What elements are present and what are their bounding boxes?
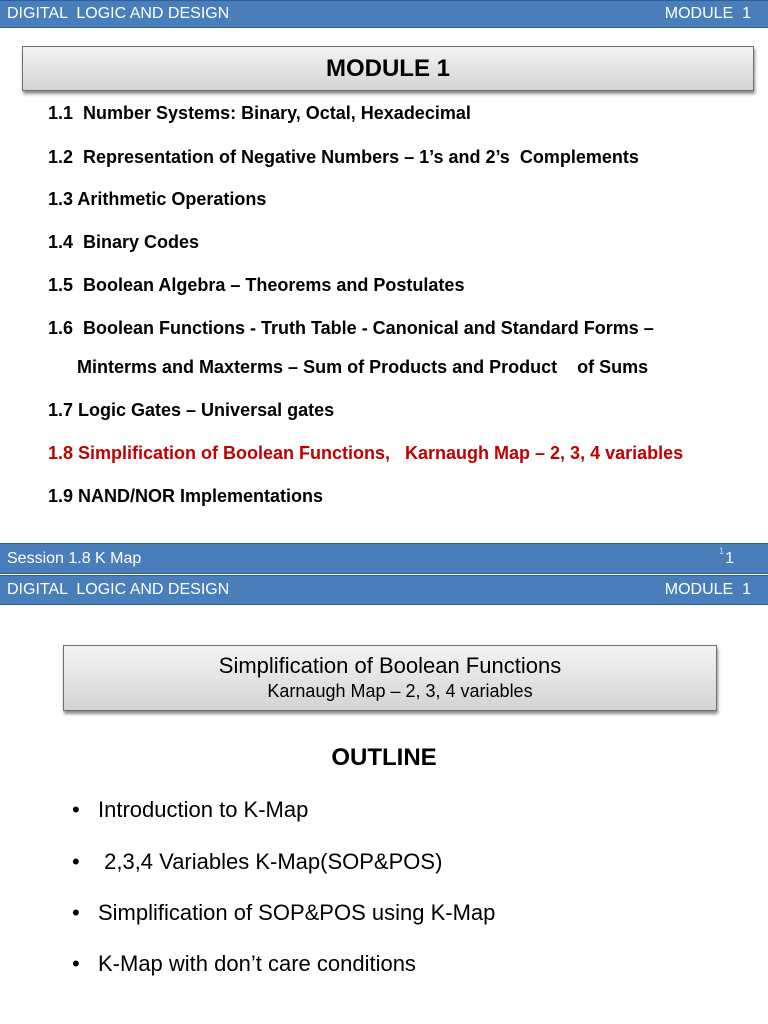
slide1-header-bar <box>0 0 768 28</box>
course-title: DIGITAL LOGIC AND DESIGN <box>7 5 230 22</box>
section-subtitle: Karnaugh Map – 2, 3, 4 variables <box>267 681 533 701</box>
outline-item-text: K-Map with don’t care conditions <box>98 951 416 976</box>
module-label: MODULE 1 <box>664 581 751 598</box>
outline-item <box>72 951 416 977</box>
bullet-icon: • <box>72 951 80 976</box>
bullet-icon: • <box>72 797 80 822</box>
topic-1-2: 1.2 Representation of Negative Numbers – 1’s and 2’s Complements <box>48 147 639 167</box>
section-title: Simplification of Boolean Functions <box>218 653 562 678</box>
outline-heading-text: OUTLINE <box>331 744 437 771</box>
topic-1-1: 1.1 Number Systems: Binary, Octal, Hexadecimal <box>48 103 471 123</box>
topic-1-6-continued: Minterms and Maxterms – Sum of Products and Product of Sums <box>77 357 649 377</box>
slide2-header-bar <box>0 575 768 605</box>
topic-1-6: 1.6 Boolean Functions - Truth Table - Canonical and Standard Forms – <box>48 318 654 338</box>
outline-item-text: 2,3,4 Variables K-Map(SOP&POS) <box>98 849 443 874</box>
outline-item <box>72 797 308 823</box>
topic-1-4: 1.4 Binary Codes <box>48 232 200 252</box>
outline-item <box>72 900 495 926</box>
slide1-footer-bar <box>0 543 768 574</box>
topic-1-5: 1.5 Boolean Algebra – Theorems and Postulates <box>48 275 465 295</box>
topic-1-9: 1.9 NAND/NOR Implementations <box>48 486 324 506</box>
bullet-icon: • <box>72 900 80 925</box>
session-label: Session 1.8 K Map <box>7 550 142 567</box>
page-marker: 1 <box>718 546 724 556</box>
topic-1-8-highlighted: 1.8 Simplification of Boolean Functions, Karnaugh Map – 2, 3, 4 variables <box>48 443 684 463</box>
outline-item-text: Simplification of SOP&POS using K-Map <box>98 900 496 925</box>
module-title: MODULE 1 <box>325 55 450 82</box>
module-title-box <box>22 46 754 91</box>
outline-heading <box>0 744 768 772</box>
course-title: DIGITAL LOGIC AND DESIGN <box>7 581 230 598</box>
module-label: MODULE 1 <box>664 5 751 22</box>
outline-item <box>72 849 442 875</box>
outline-item-text: Introduction to K-Map <box>98 797 309 822</box>
bullet-icon: • <box>72 849 80 874</box>
section-title-box <box>63 645 717 711</box>
topic-1-7: 1.7 Logic Gates – Universal gates <box>48 400 335 420</box>
topic-1-3: 1.3 Arithmetic Operations <box>48 189 267 209</box>
page-number: 1 <box>725 550 734 567</box>
